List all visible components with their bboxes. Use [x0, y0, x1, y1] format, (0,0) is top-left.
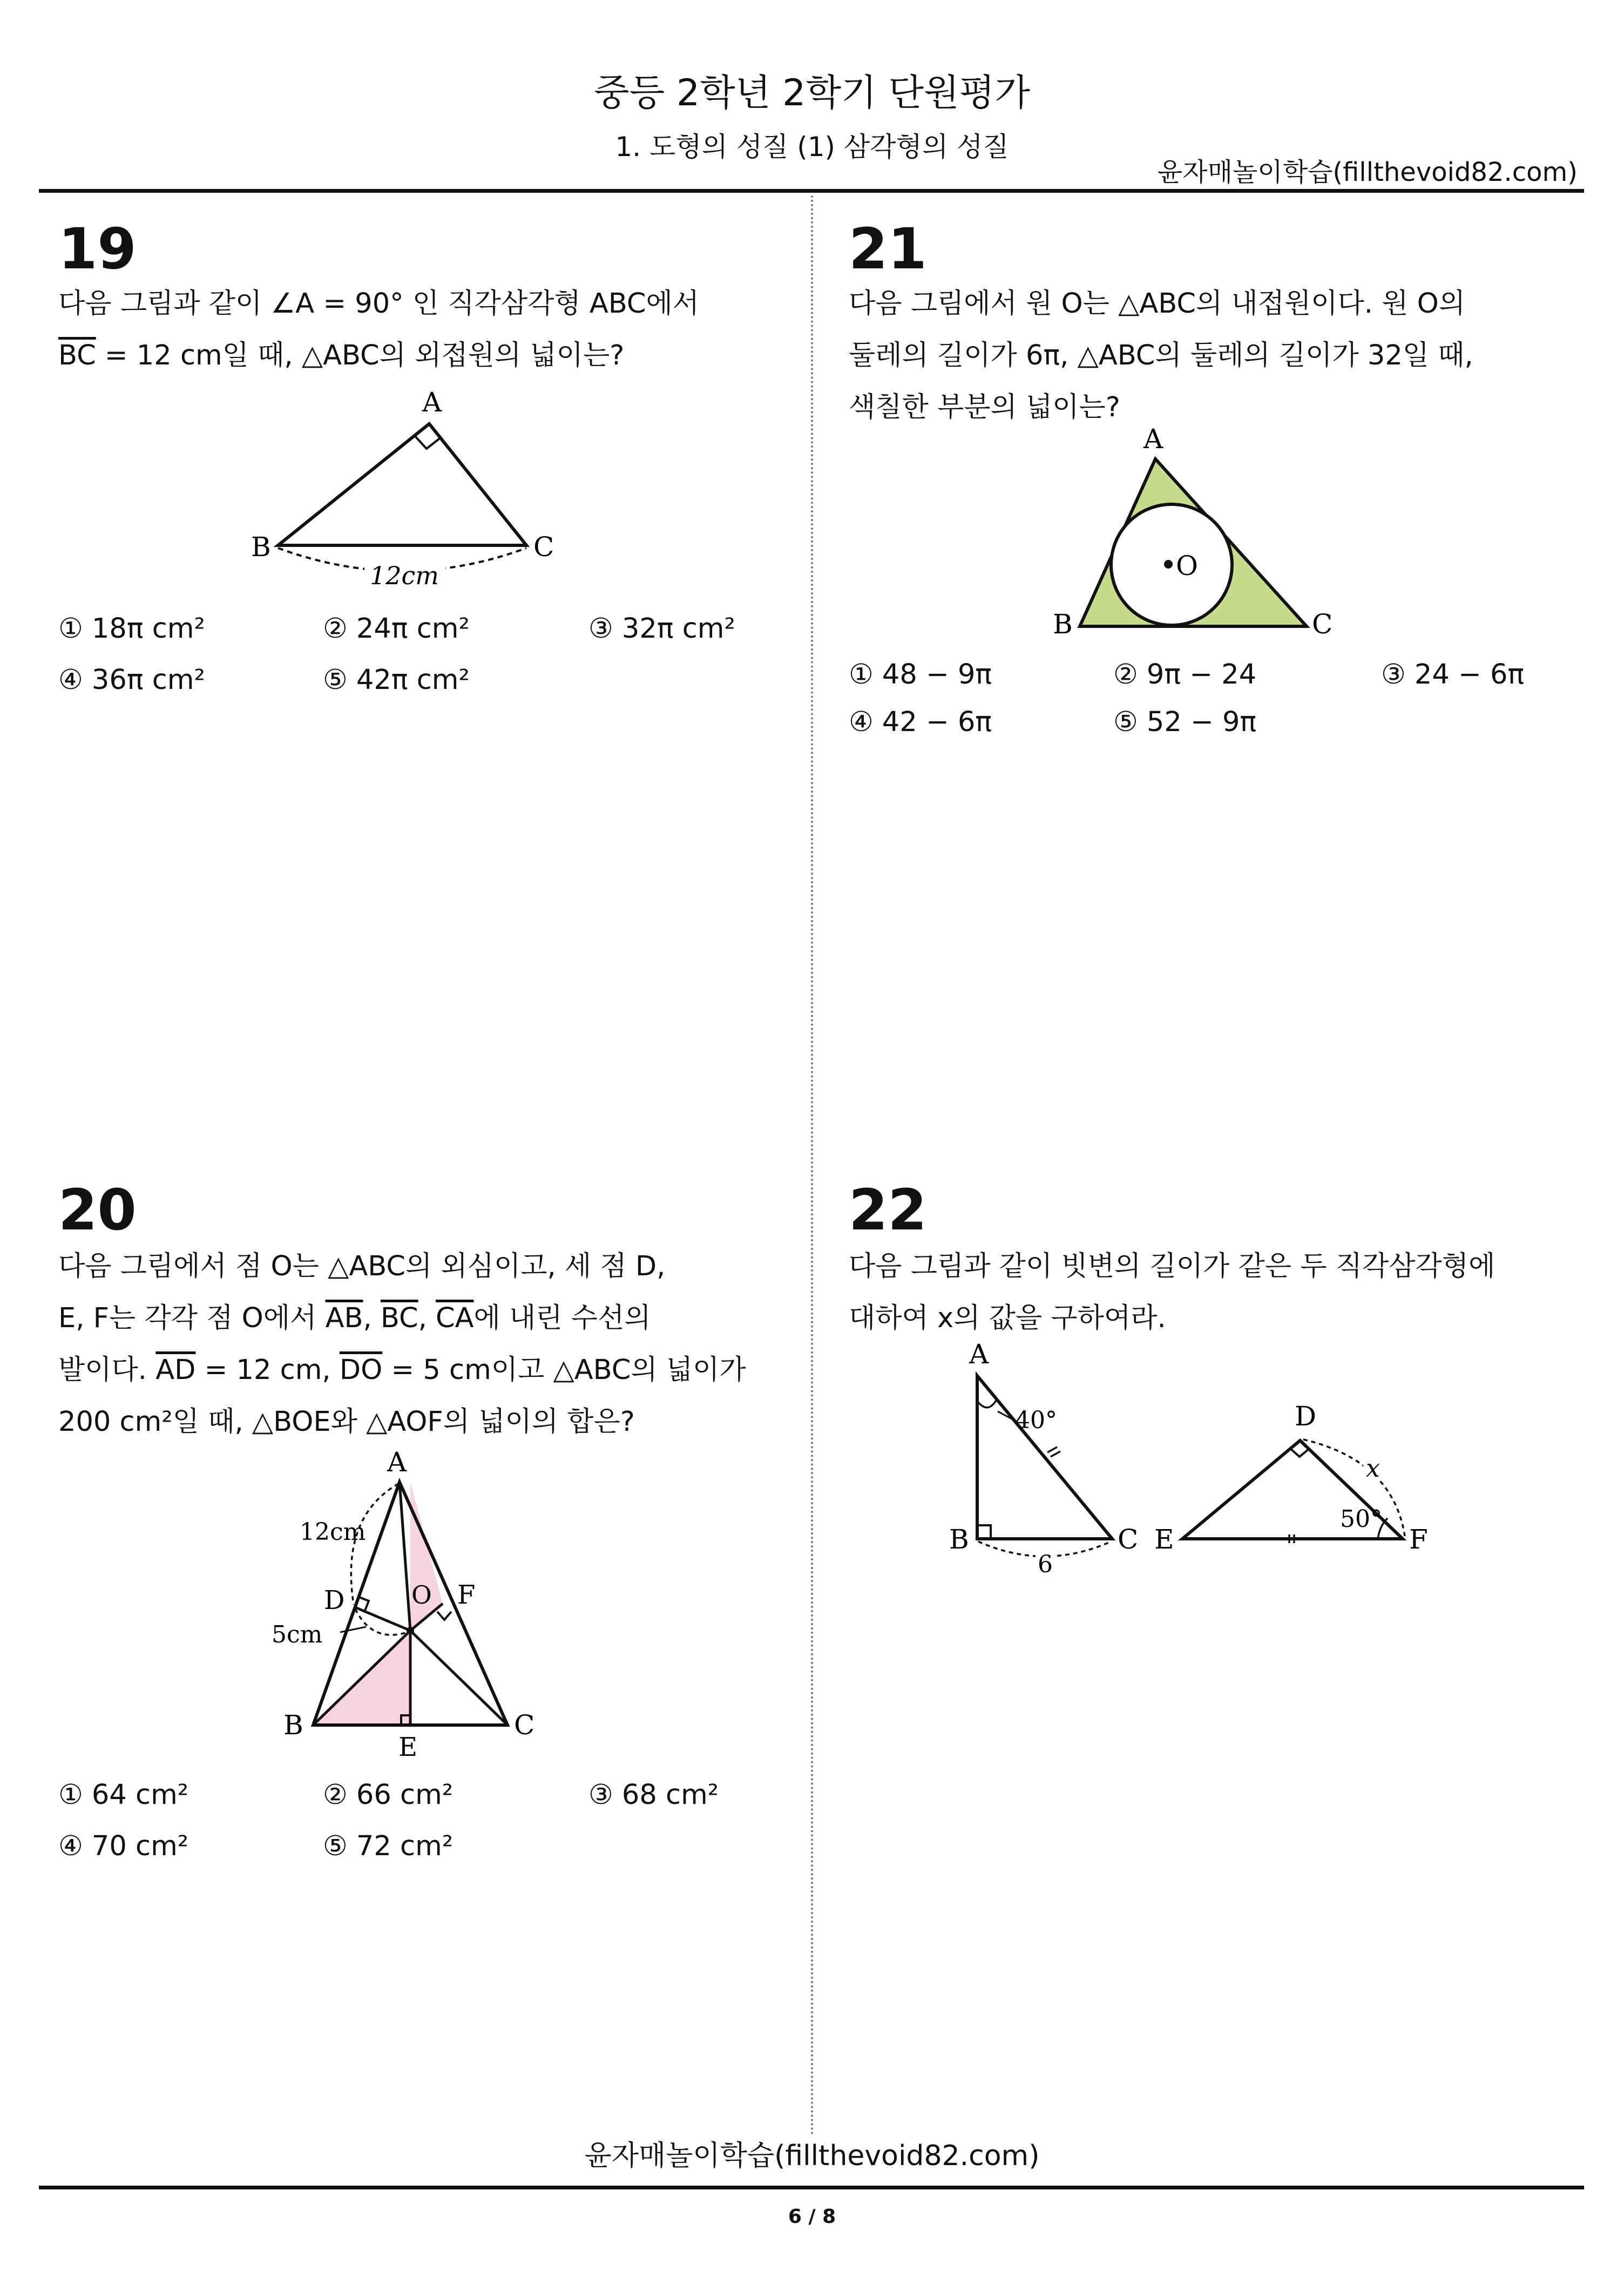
- q20-line3: [58, 1344, 771, 1396]
- segment-ab: $\overline{AB}$: [325, 1302, 363, 1334]
- right-angle-f: [437, 1612, 451, 1620]
- q21-option-2[interactable]: ② 9π − 24: [1113, 659, 1257, 691]
- vertex-b-label: B: [251, 531, 271, 563]
- page-number: 6 / 8: [788, 2206, 836, 2228]
- question-number-20: 20: [58, 1177, 137, 1243]
- top-rule: [39, 189, 1584, 193]
- question-number-21: 21: [849, 216, 927, 282]
- q20-line4: 200 cm²일 때, △BOE와 △AOF의 넓이의 합은?: [58, 1406, 635, 1438]
- q19-option-4[interactable]: ④ 36π cm²: [58, 664, 205, 696]
- segment-ca: $\overline{CA}$: [436, 1302, 474, 1334]
- column-divider: [811, 195, 813, 2137]
- tick-mark: [1051, 1451, 1060, 1457]
- segment-ad: $\overline{AD}$: [155, 1354, 196, 1386]
- q19-line2: [58, 330, 760, 382]
- q20-option-5[interactable]: ⑤ 72 cm²: [323, 1830, 454, 1862]
- x-label: x: [1366, 1453, 1380, 1483]
- q20-line2: [58, 1293, 771, 1344]
- question-number-22: 22: [849, 1177, 927, 1243]
- q19-option-2[interactable]: ② 24π cm²: [323, 613, 470, 645]
- q19-option-3[interactable]: ③ 32π cm²: [588, 613, 735, 645]
- question-19-text: [58, 278, 760, 382]
- q19-line1: 다음 그림과 같이 ∠A = 90° 인 직각삼각형 ABC에서: [58, 288, 700, 320]
- length-12cm-label: 12cm: [300, 1518, 366, 1546]
- angle-arc-a: [977, 1399, 997, 1408]
- right-angle-mark: [415, 436, 441, 449]
- vertex-e-label: E: [1154, 1524, 1174, 1555]
- segment-bc: $\overline{BC}$: [58, 340, 96, 371]
- vertex-d-label: D: [1295, 1401, 1317, 1432]
- q19-line2-rest: = 12 cm일 때, △ABC의 외접원의 넓이는?: [96, 340, 625, 371]
- label-leader: [340, 1627, 366, 1632]
- figure-22-two-right-triangles: [934, 1339, 1474, 1587]
- brand-top: 윤자매놀이학습(fillthevoid82.com): [1157, 157, 1578, 187]
- q20-line3-c: = 5 cm이고 △ABC의 넓이가: [382, 1354, 746, 1386]
- foot-e-label: E: [398, 1732, 418, 1760]
- q20-line2-b: ,: [363, 1302, 381, 1334]
- q20-line1: 다음 그림에서 점 O는 △ABC의 외심이고, 세 점 D,: [58, 1250, 666, 1282]
- figure-21-incircle: [1042, 427, 1344, 648]
- segment-bc: $\overline{BC}$: [380, 1302, 418, 1334]
- vertex-c-label: C: [1118, 1524, 1139, 1555]
- vertex-a-label: A: [1143, 427, 1163, 455]
- triangle-abc: [977, 1376, 1112, 1539]
- vertex-a-label: A: [387, 1447, 407, 1478]
- vertex-a-label: A: [422, 387, 442, 418]
- q20-line3-a: 발이다.: [58, 1354, 156, 1386]
- figure-20-circumcenter: [259, 1447, 561, 1760]
- right-angle-d: [1290, 1449, 1309, 1457]
- figure-19-right-triangle: [238, 383, 572, 599]
- center-o-label: O: [1176, 550, 1198, 582]
- length-5cm-label: 5cm: [272, 1621, 323, 1648]
- q22-line2: 대하여 x의 값을 구하여라.: [849, 1302, 1166, 1334]
- question-number-19: 19: [58, 216, 137, 282]
- q21-line2: 둘레의 길이가 6π, △ABC의 둘레의 길이가 32일 때,: [849, 340, 1473, 371]
- q20-option-3[interactable]: ③ 68 cm²: [588, 1779, 719, 1811]
- segment-co: [410, 1631, 508, 1725]
- right-angle-b: [977, 1525, 991, 1539]
- q20-line2-d: 에 내린 수선의: [473, 1302, 651, 1334]
- vertex-c-label: C: [533, 531, 554, 563]
- angle-50-label: 50°: [1340, 1505, 1382, 1533]
- q21-option-5[interactable]: ⑤ 52 − 9π: [1113, 706, 1257, 738]
- center-o-label: O: [411, 1580, 432, 1610]
- length-label: 12cm: [370, 561, 439, 590]
- vertex-b-label: B: [283, 1709, 303, 1741]
- question-21-text: [849, 278, 1561, 434]
- length-arc-do: [355, 1609, 409, 1635]
- center-o-point: [1164, 560, 1173, 569]
- q19-option-1[interactable]: ① 18π cm²: [58, 613, 205, 645]
- length-6-label: 6: [1038, 1551, 1053, 1578]
- q20-line2-c: ,: [418, 1302, 436, 1334]
- center-o-point: [407, 1627, 414, 1634]
- foot-d-label: D: [324, 1585, 345, 1615]
- q20-option-2[interactable]: ② 66 cm²: [323, 1779, 454, 1811]
- vertex-a-label: A: [969, 1339, 989, 1370]
- q21-option-1[interactable]: ① 48 − 9π: [849, 659, 992, 691]
- vertex-c-label: C: [1312, 609, 1333, 640]
- q19-option-5[interactable]: ⑤ 42π cm²: [323, 664, 470, 696]
- q21-line1: 다음 그림에서 원 O는 △ABC의 내접원이다. 원 O의: [849, 288, 1466, 320]
- tick-mark: [1047, 1447, 1057, 1452]
- q21-option-4[interactable]: ④ 42 − 6π: [849, 706, 992, 738]
- q20-option-4[interactable]: ④ 70 cm²: [58, 1830, 189, 1862]
- vertex-b-label: B: [949, 1524, 969, 1555]
- q21-option-3[interactable]: ③ 24 − 6π: [1381, 659, 1525, 691]
- angle-40-label: 40°: [1015, 1407, 1057, 1434]
- vertex-f-label: F: [1409, 1524, 1428, 1555]
- vertex-b-label: B: [1053, 609, 1073, 640]
- triangle-abc: [278, 424, 526, 545]
- q21-line3: 색칠한 부분의 넓이는?: [849, 391, 1120, 423]
- q20-line2-a: E, F는 각각 점 O에서: [58, 1302, 326, 1334]
- q20-option-1[interactable]: ① 64 cm²: [58, 1779, 189, 1811]
- question-20-text: [58, 1241, 771, 1448]
- bottom-rule: [39, 2186, 1584, 2189]
- page-title: 중등 2학년 2학기 단원평가: [593, 72, 1031, 114]
- segment-do: $\overline{DO}$: [339, 1354, 383, 1386]
- page-subtitle: 1. 도형의 성질 (1) 삼각형의 성질: [615, 131, 1009, 163]
- vertex-c-label: C: [514, 1709, 535, 1741]
- q22-line1: 다음 그림과 같이 빗변의 길이가 같은 두 직각삼각형에: [849, 1250, 1496, 1282]
- q20-line3-b: = 12 cm,: [195, 1354, 340, 1386]
- brand-bottom: 윤자매놀이학습(fillthevoid82.com): [584, 2140, 1040, 2172]
- question-22-text: [849, 1241, 1561, 1344]
- foot-f-label: F: [457, 1580, 476, 1610]
